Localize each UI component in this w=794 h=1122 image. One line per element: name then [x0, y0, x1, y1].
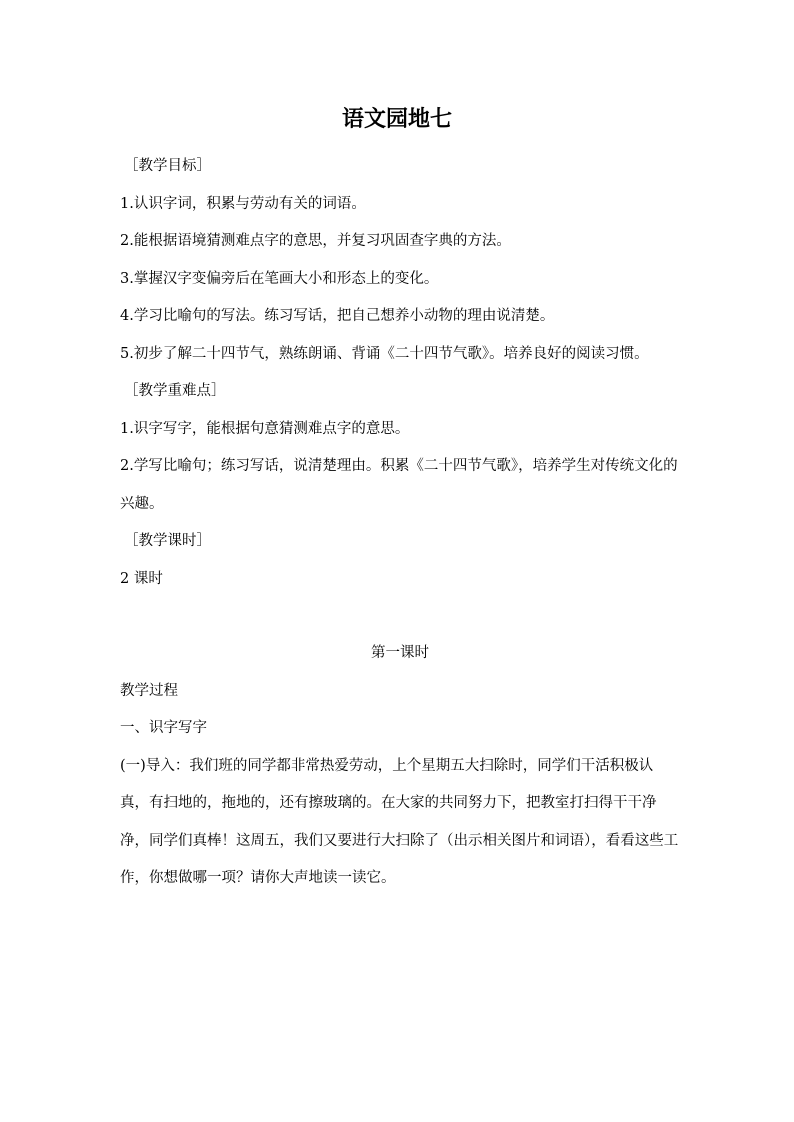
goal-item: 4.学习比喻句的写法。练习写话，把自己想养小动物的理由说清楚。	[120, 308, 555, 324]
goal-item: 3.掌握汉字变偏旁后在笔画大小和形态上的变化。	[120, 270, 439, 287]
periods-heading: ［教学课时］	[124, 533, 211, 549]
section-one-heading: 一、识字写字	[120, 720, 207, 736]
document-title: 语文园地七	[341, 107, 452, 132]
intro-paragraph: (一)导入：我们班的同学都非常热爱劳动，上个星期五大扫除时，同学们干活积极认真，有扫地的，拖地的，还有擦玻璃的。在大家的共同努力下，把教室打扫得干干净净，同学们真棒！这周五，我们又要进行大扫除了（出示相关图片和词语），看看这些工作，你想做哪一项？请你大声地读一读它。	[120, 757, 679, 886]
lesson-title: 第一课时	[371, 645, 429, 661]
key-point-item: 2.学写比喻句；练习写话，说清楚理由。积累《二十四节气歌》，培养学生对传统文化的兴趣。	[120, 458, 678, 512]
goal-item: 2.能根据语境猜测难点字的意思，并复习巩固查字典的方法。	[120, 233, 511, 249]
goal-item: 5.初步了解二十四节气，熟练朗诵、背诵《二十四节气歌》。培养良好的阅读习惯。	[120, 345, 649, 362]
goals-heading: ［教学目标］	[124, 158, 211, 174]
section-spacer	[120, 598, 680, 635]
periods-value: 2 课时	[120, 570, 163, 587]
document-body	[120, 148, 680, 898]
goal-item: 1.认识字词，积累与劳动有关的词语。	[120, 195, 366, 212]
key-points-heading: ［教学重难点］	[124, 383, 226, 399]
key-point-item: 1.识字写字，能根据句意猜测难点字的意思。	[120, 420, 410, 437]
process-heading: 教学过程	[120, 682, 178, 699]
